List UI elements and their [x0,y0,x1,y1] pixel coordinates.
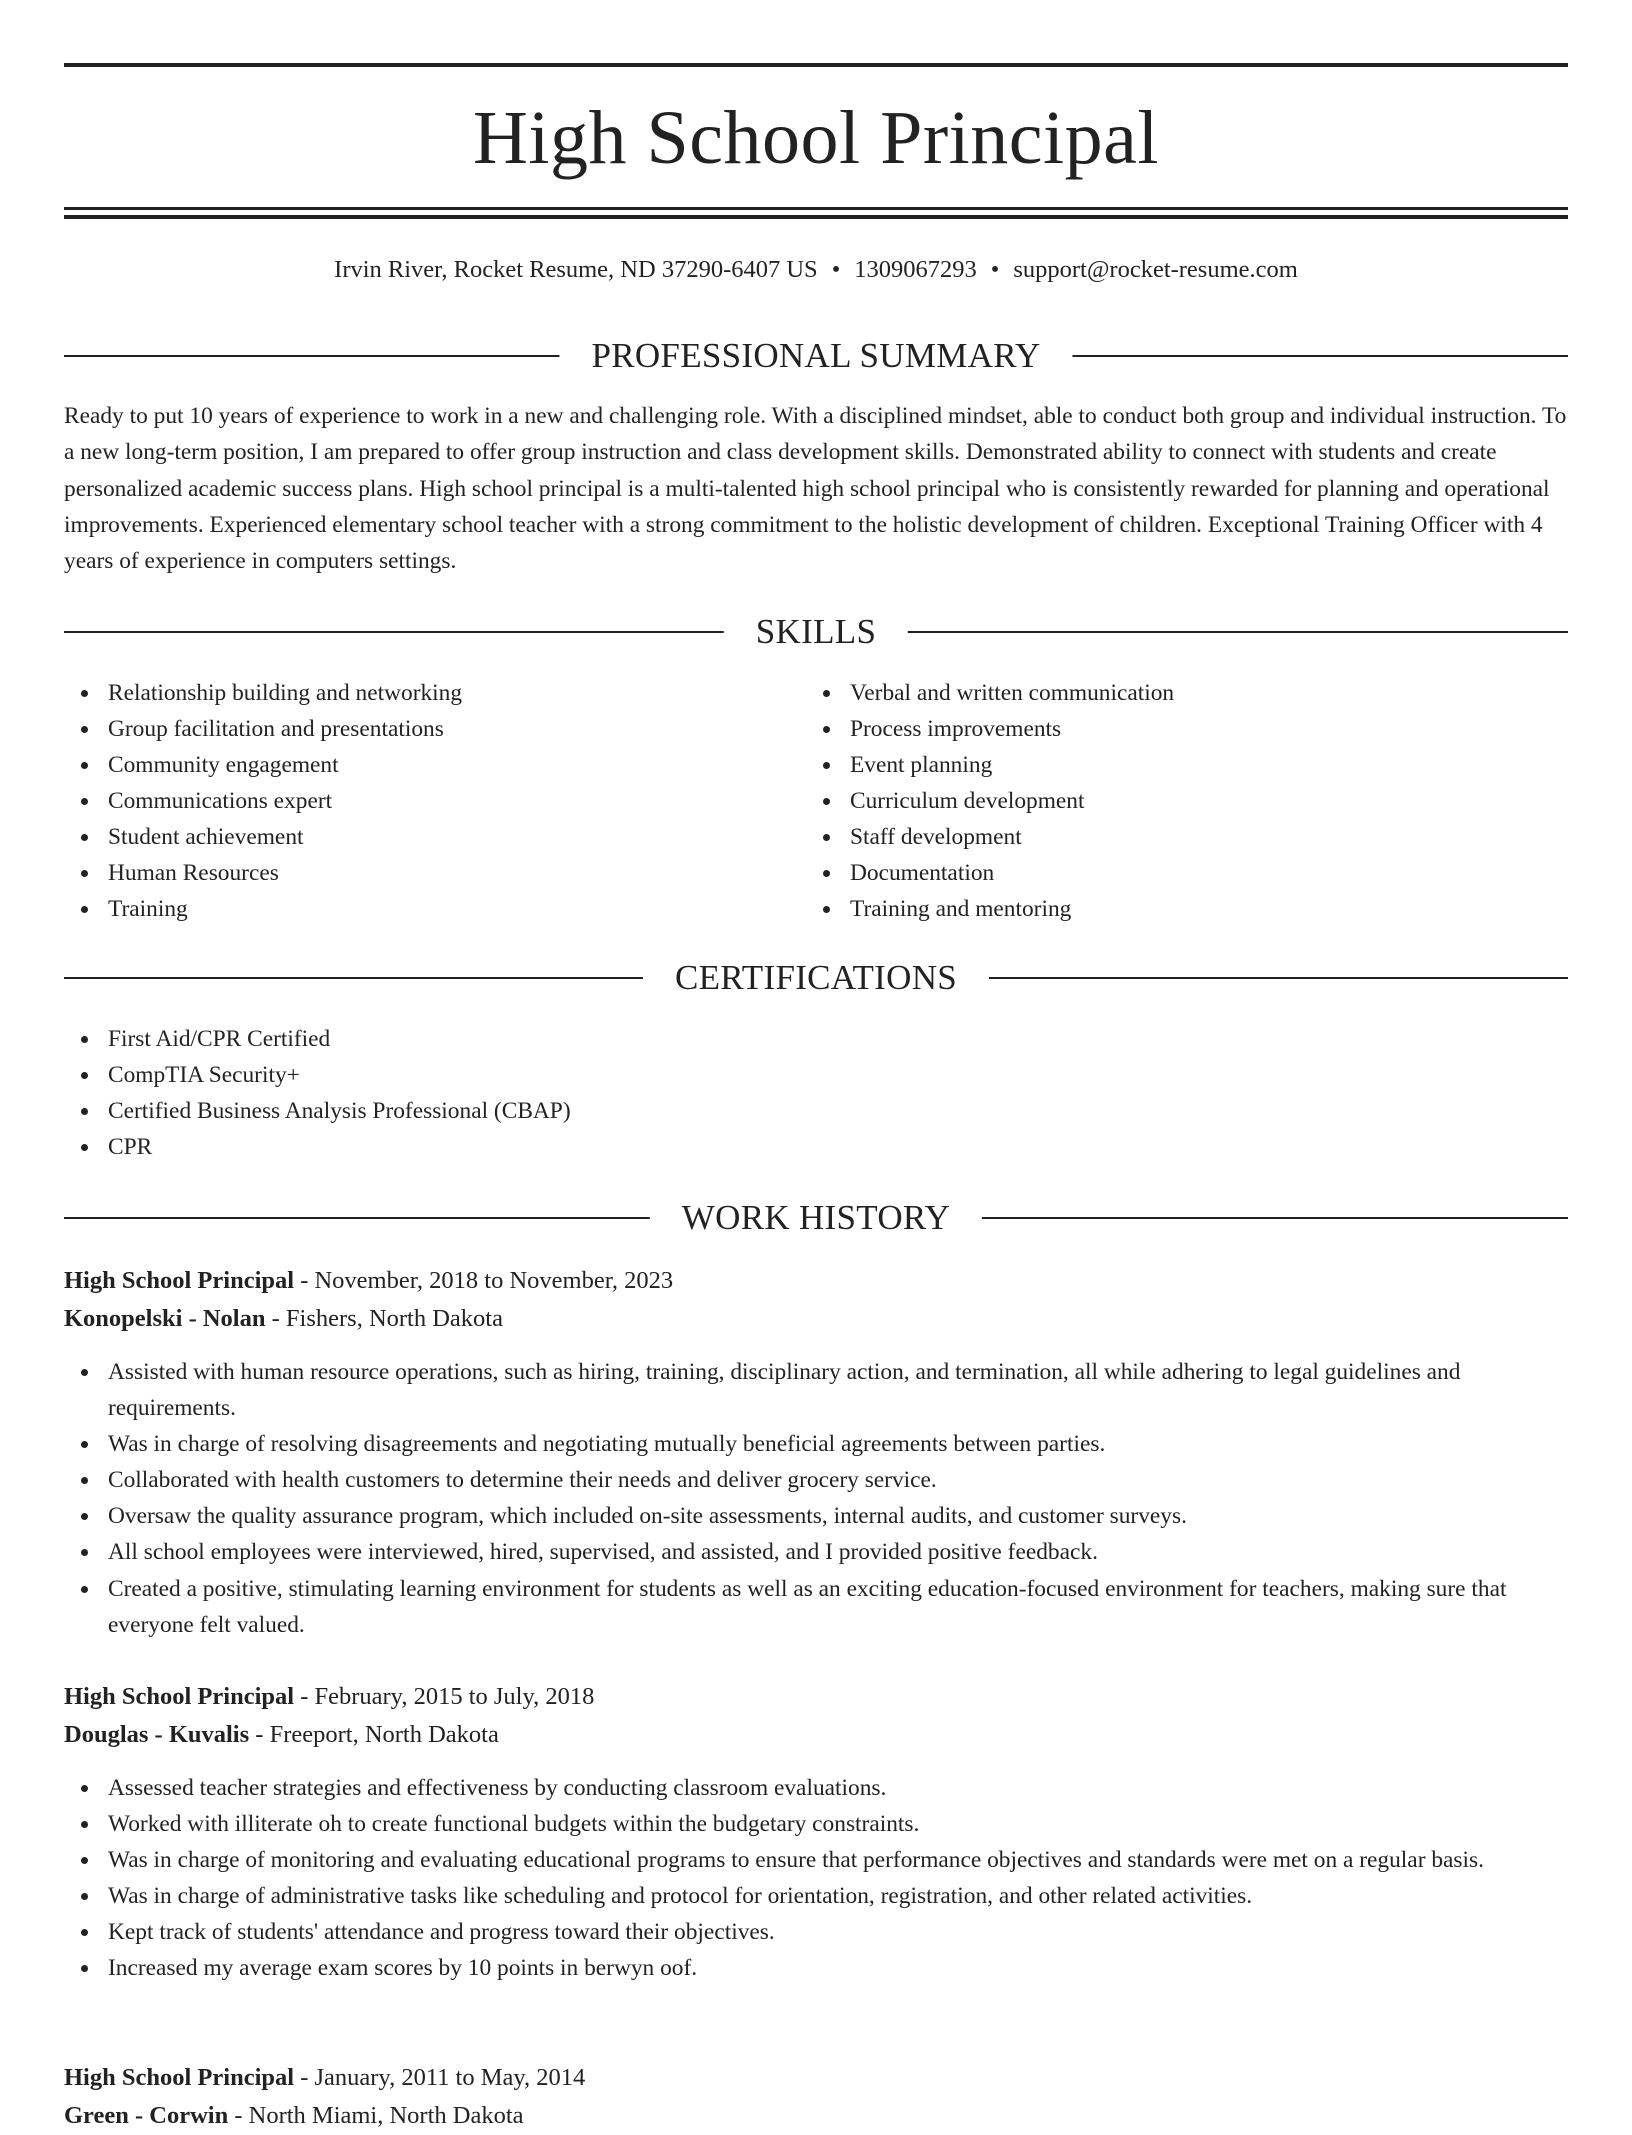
skill-item: Verbal and written communication [806,675,1568,711]
skill-item: Training [64,891,804,927]
job-duty-item: Kept track of students' attendance and progress toward their objectives. [64,1914,1568,1950]
skill-item: Curriculum development [806,783,1568,819]
certifications-list [64,1021,1568,1165]
job-company-line [64,1300,1568,1338]
skill-item: Relationship building and networking [64,675,804,711]
job-entry [64,2059,1568,2135]
section-heading-certifications [64,956,1568,1000]
job-duty-item: Assessed teacher strategies and effectiveness by conducting classroom evaluations. [64,1770,1568,1806]
contact-separator: • [990,256,1000,283]
job-company: Green - Corwin [64,2102,229,2129]
job-title: High School Principal [64,1267,295,1294]
contact-separator: • [831,256,841,283]
job-duty-item: Created a positive, stimulating learning environment for students as well as an exciting education-focused environment for teachers, making sure that everyone felt valued. [64,1571,1568,1643]
job-duty-item: Was in charge of resolving disagreements and negotiating mutually beneficial agreements between parties. [64,1426,1568,1462]
section-title: PROFESSIONAL SUMMARY [559,334,1072,378]
skill-item: Community engagement [64,747,804,783]
job-duty-item: Was in charge of administrative tasks like scheduling and protocol for orientation, registration, and other related activities. [64,1878,1568,1914]
job-duty-item: Was in charge of monitoring and evaluating educational programs to ensure that performance objectives and standards were met on a regular basis. [64,1842,1568,1878]
job-duty-item: Assisted with human resource operations, such as hiring, training, disciplinary action, and termination, all while adhering to legal guidelines and requirements. [64,1354,1568,1426]
skill-item: Event planning [806,747,1568,783]
skill-item: Communications expert [64,783,804,819]
job-dates: - November, 2018 to November, 2023 [294,1267,674,1294]
contact-email: support@rocket-resume.com [1013,256,1298,283]
skill-item: Staff development [806,819,1568,855]
job-company-line [64,2097,1568,2135]
certification-item: First Aid/CPR Certified [64,1021,1568,1057]
skill-item: Group facilitation and presentations [64,711,804,747]
job-duty-item: Worked with illiterate oh to create functional budgets within the budgetary constraints. [64,1806,1568,1842]
job-title-line [64,1678,1568,1716]
certification-item: CompTIA Security+ [64,1057,1568,1093]
summary-text: Ready to put 10 years of experience to work in a new and challenging role. With a disciplined mindset, able to conduct both group and individual instruction. To a new long-term position, I am prepared to offer group instruction and class development skills. Demonstrated ability to connect with students and create personalized academic success plans. High school principal is a multi-talented high school principal who is consistently rewarded for planning and operational improvements. Experienced elementary school teacher with a strong commitment to the holistic development of children. Exceptional Training Officer with 4 years of experience in computers settings. [64,403,1567,575]
job-company: Konopelski - Nolan [64,1305,266,1332]
job-duty-item: Collaborated with health customers to determine their needs and deliver grocery service. [64,1462,1568,1498]
job-location: - Fishers, North Dakota [265,1305,503,1332]
job-entry [64,1262,1568,1643]
skill-item: Process improvements [806,711,1568,747]
job-location: - North Miami, North Dakota [228,2102,524,2129]
job-entry [64,1678,1568,1987]
section-heading-skills [64,610,1568,654]
job-duty-item: Oversaw the quality assurance program, which included on-site assessments, internal audits, and customer surveys. [64,1498,1568,1534]
certification-item: Certified Business Analysis Professional (CBAP) [64,1093,1568,1129]
skill-item: Training and mentoring [806,891,1568,927]
job-duty-item: All school employees were interviewed, hired, supervised, and assisted, and I provided positive feedback. [64,1534,1568,1570]
section-title: CERTIFICATIONS [643,956,989,1000]
section-heading-work-history [64,1196,1568,1240]
contact-phone: 1309067293 [854,256,977,283]
title-double-rule [64,207,1568,219]
job-duties-list [64,1354,1568,1643]
section-heading-summary [64,334,1568,378]
section-title: WORK HISTORY [650,1196,982,1240]
job-title: High School Principal [64,1683,295,1710]
job-title-line [64,2059,1568,2097]
job-title: High School Principal [64,2064,295,2091]
contact-line [64,252,1568,288]
certification-item: CPR [64,1129,1568,1165]
top-rule [64,63,1568,67]
resume-title: High School Principal [472,96,1159,180]
skills-list-right [806,675,1568,927]
skill-item: Human Resources [64,855,804,891]
job-duty-item: Increased my average exam scores by 10 points in berwyn oof. [64,1950,1568,1986]
skill-item: Student achievement [64,819,804,855]
job-title-line [64,1262,1568,1300]
skill-item: Documentation [806,855,1568,891]
contact-address: Irvin River, Rocket Resume, ND 37290-6407 US [334,256,818,283]
job-duties-list [64,1770,1568,1987]
skills-list-left [64,675,804,927]
section-title: SKILLS [724,610,908,654]
job-company-line [64,1716,1568,1754]
job-location: - Freeport, North Dakota [249,1721,499,1748]
job-dates: - January, 2011 to May, 2014 [294,2064,586,2091]
job-dates: - February, 2015 to July, 2018 [294,1683,595,1710]
job-company: Douglas - Kuvalis [64,1721,250,1748]
